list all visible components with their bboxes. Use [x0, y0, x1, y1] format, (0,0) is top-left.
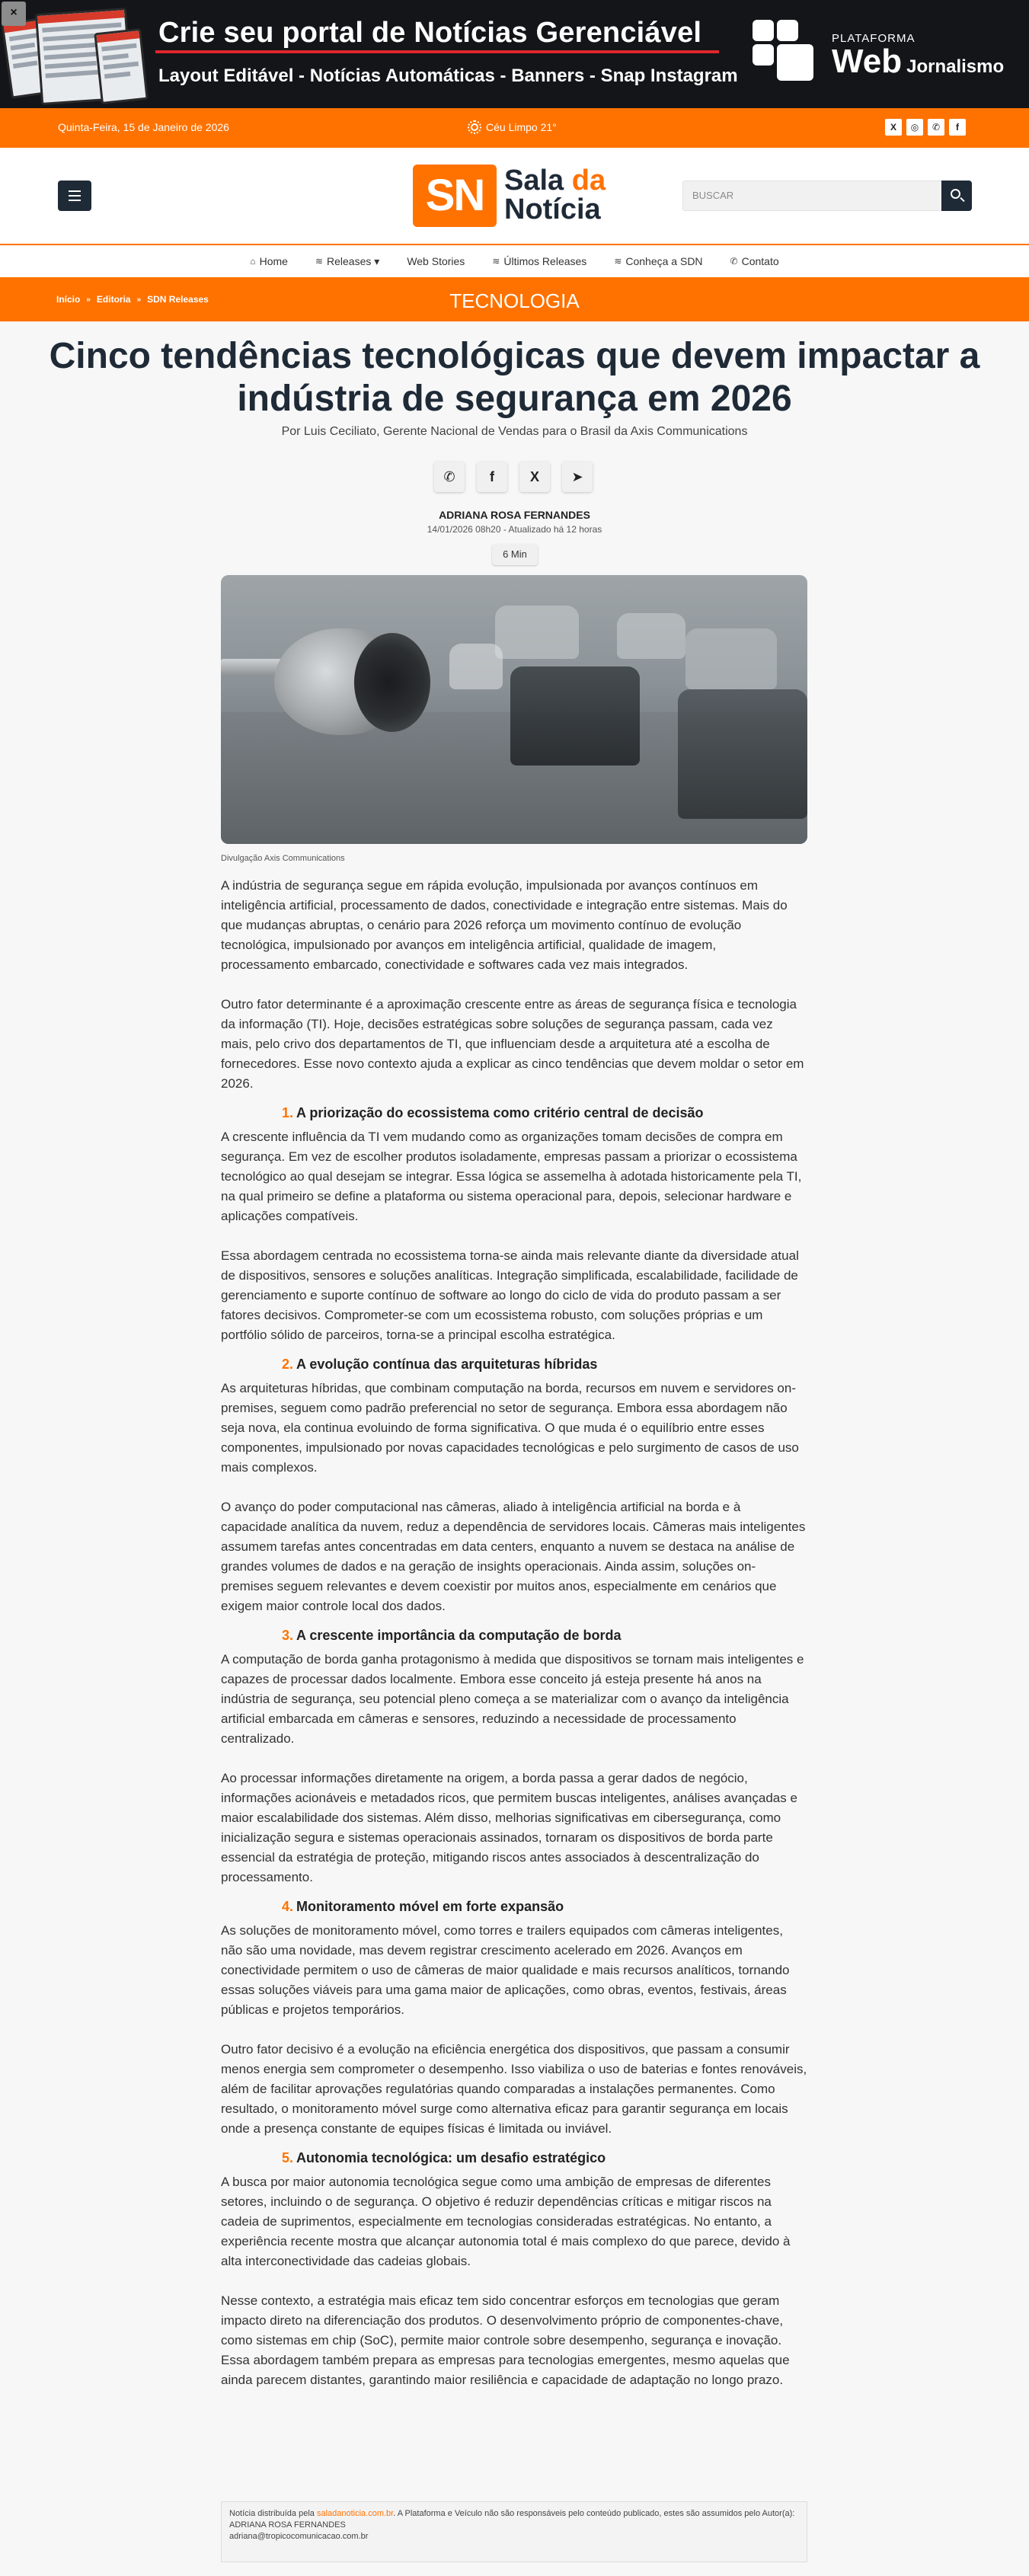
article-title: Cinco tendências tecnológicas que devem impactar a indústria de segurança em 2026	[49, 336, 980, 419]
nav-label: Releases ▾	[327, 254, 380, 267]
nav-label: Conheça a SDN	[625, 255, 703, 267]
paragraph: Ao processar informações diretamente na origem, a borda passa a gerar dados de negócio, informações acionáveis e metadados ricos, que permitem buscas inteligentes, análises avançadas e maior escalabilidade dos sistemas. Além disso, melhorias significativas em cibersegurança, como inicialização segura e sistemas operacionais assinados, tornaram os dispositivos de borda parte essencial da estratégia de proteção, mitigando riscos antes associados à descentralização do processamento.	[221, 1771, 797, 1884]
platform-label: PLATAFORMA	[832, 32, 916, 45]
section-heading	[221, 2148, 807, 2168]
section-number: 2.	[282, 1357, 294, 1372]
close-banner-button[interactable]: ×	[2, 2, 26, 26]
section-number: 1.	[282, 1105, 294, 1120]
section-heading-text: A crescente importância da computação de borda	[296, 1628, 622, 1643]
banner-title: Crie seu portal de Notícias Gerenciável	[158, 17, 702, 49]
photo-car	[678, 689, 807, 819]
distribution-notice	[221, 2501, 807, 2562]
rss-icon: ≋	[614, 256, 622, 267]
article-dateline: 14/01/2026 08h20 - Atualizado há 12 horas	[427, 524, 602, 535]
section-heading	[221, 1897, 807, 1916]
camera-lens	[354, 633, 430, 732]
paragraph: Outro fator determinante é a aproximação crescente entre as áreas de segurança física e tecnologia da informação (TI). Hoje, decisões estratégicas sobre soluções de segurança passam, cada vez mais, pelo crivo dos departamentos de TI, que influenciam desde a arquitetura até a escolha de fornecedores. Esse novo contexto ajuda a explicar as cinco tendências que devem moldar o setor em 2026.	[221, 997, 804, 1091]
top-ad-banner[interactable]	[0, 0, 1029, 108]
logo-mark: SN	[413, 165, 497, 227]
banner-divider	[155, 50, 719, 53]
article-author: ADRIANA ROSA FERNANDES	[439, 509, 590, 521]
breadcrumb-inicio[interactable]: Início	[56, 294, 81, 305]
brand-jornalismo: Jornalismo	[906, 56, 1005, 77]
article-body	[221, 876, 807, 2390]
paragraph: As soluções de monitoramento móvel, como torres e trailers equipados com câmeras inteligentes, não são uma novidade, mas devem registrar crescimento acelerado em 2026. Avanços em conectividade permitem o uso de câmeras de maior qualidade e mais recursos analíticos, tornando essas soluções viáveis para uma gama maior de aplicações, como obras, eventos, festivais, áreas públicas e projetos temporários.	[221, 1923, 790, 2017]
share-telegram-icon[interactable]: ➤	[562, 462, 593, 492]
platform-logo-icon	[753, 20, 826, 81]
search-button[interactable]	[941, 181, 972, 211]
logo-sala: Sala	[504, 165, 564, 197]
photo-car	[685, 628, 777, 689]
notice-author: ADRIANA ROSA FERNANDES	[229, 2520, 346, 2530]
whatsapp-icon[interactable]: ✆	[928, 119, 944, 136]
site-logo[interactable]	[413, 165, 618, 227]
photo-caption: Divulgação Axis Communications	[221, 854, 345, 863]
logo-da: da	[571, 165, 606, 197]
nav-label: Web Stories	[407, 255, 465, 267]
x-twitter-icon[interactable]: X	[885, 119, 902, 136]
section-heading	[221, 1103, 807, 1123]
section-number: 5.	[282, 2150, 294, 2165]
top-info-bar	[0, 108, 1029, 148]
notice-email[interactable]: adriana@tropicocomunicacao.com.br	[229, 2532, 369, 2541]
search-input[interactable]: BUSCAR	[682, 181, 943, 211]
notice-prefix: Notícia distribuída pela	[229, 2509, 317, 2518]
hamburger-menu-button[interactable]	[58, 181, 91, 211]
section-heading-text: Monitoramento móvel em forte expansão	[296, 1899, 564, 1914]
breadcrumb-editoria[interactable]: Editoria	[96, 294, 131, 305]
paragraph: A busca por maior autonomia tecnológica segue como uma ambição de empresas de diferentes setores, incluindo o de segurança. O objetivo é reduzir dependências críticas e mitigar riscos na cadeia de suprimentos, especialmente em tecnologias consideradas estratégicas. No entanto, a experiência recente mostra que alcançar autonomia total é mais complexo do que parece, devido à alta interconectividade das cadeias globais.	[221, 2175, 791, 2268]
section-number: 4.	[282, 1899, 294, 1914]
nav-home[interactable]	[250, 255, 288, 267]
article-photo	[221, 575, 807, 844]
site-header	[0, 148, 1029, 244]
logo-noticia: Notícia	[504, 193, 601, 225]
nav-conheca-sdn[interactable]	[614, 255, 702, 267]
paragraph: Essa abordagem centrada no ecossistema torna-se ainda mais relevante diante da diversidade atual de dispositivos, sensores e soluções analíticas. Integração simplificada, escalabilidade, facilidade de gerenciamento e suporte contínuo de software ao longo do ciclo de vida do produto passam a ser fatores decisivos. Comprometer-se com um ecossistema robusto, com soluções próprias e um portfólio sólido de parceiros, torna-se a principal escolha estratégica.	[221, 1248, 799, 1342]
photo-car	[449, 644, 503, 689]
breadcrumb-separator: »	[136, 295, 142, 304]
section-heading	[221, 1625, 807, 1645]
notice-suffix: . A Plataforma e Veículo não são responsáveis pelo conteúdo publicado, estes são assumidos pelo Autor(a):	[393, 2509, 795, 2518]
rss-icon: ≋	[315, 256, 324, 267]
section-heading-text: A evolução contínua das arquiteturas híbridas	[296, 1357, 598, 1372]
weather-widget	[468, 120, 557, 134]
main-nav	[0, 245, 1029, 277]
weather-text: Céu Limpo 21°	[486, 121, 557, 133]
instagram-icon[interactable]: ◎	[906, 119, 923, 136]
breadcrumb-sdn-releases[interactable]: SDN Releases	[147, 294, 209, 305]
nav-ultimos-releases[interactable]	[492, 255, 586, 267]
share-whatsapp-icon[interactable]: ✆	[434, 462, 465, 492]
nav-releases[interactable]	[315, 255, 379, 268]
section-bar	[0, 277, 1029, 321]
nav-label: Contato	[741, 255, 779, 267]
home-icon: ⌂	[250, 256, 256, 267]
article-subtitle: Por Luis Ceciliato, Gerente Nacional de Vendas para o Brasil da Axis Communications	[281, 425, 748, 438]
share-buttons	[434, 462, 596, 492]
nav-label: Home	[259, 255, 288, 267]
section-heading-text: A priorização do ecossistema como critério central de decisão	[296, 1105, 704, 1120]
read-time-badge: 6 Min	[492, 544, 538, 565]
search-icon	[951, 189, 960, 199]
photo-car	[617, 613, 685, 659]
banner-subtitle: Layout Editável - Notícias Automáticas - Banners - Snap Instagram	[158, 66, 738, 86]
facebook-icon[interactable]: f	[949, 119, 966, 136]
platform-brand	[832, 43, 1004, 81]
paragraph: A indústria de segurança segue em rápida evolução, impulsionada por avanços contínuos em inteligência artificial, processamento de dados, conectividade e integração entre sistemas. Mais do que mudanças abruptas, o cenário para 2026 reforça um movimento contínuo de evolução tecnológica, impulsionado por avanços em inteligência artificial, qualidade de imagem, processamento embarcado, conectividade e softwares cada vez mais integrados.	[221, 878, 788, 972]
current-date: Quinta-Feira, 15 de Janeiro de 2026	[58, 121, 229, 133]
nav-contato[interactable]	[730, 255, 779, 267]
paragraph: A crescente influência da TI vem mudando como as organizações tomam decisões de compra em segurança. Em vez de escolher produtos isoladamente, empresas passam a priorizar o ecossistema tecnológico ao qual desejam se integrar. Essa lógica se assemelha à adotada historicamente pela TI, na qual primeiro se define a plataforma ou sistema operacional para, depois, selecionar hardware e aplicações compatíveis.	[221, 1130, 802, 1223]
share-x-icon[interactable]: X	[519, 462, 550, 492]
section-number: 3.	[282, 1628, 294, 1643]
paragraph: Outro fator decisivo é a evolução na eficiência energética dos dispositivos, que passam a consumir menos energia sem comprometer o desempenho. Isso viabiliza o uso de baterias e fontes renováveis, além de facilitar aprovações regulatórias quando comparadas a instalações permanentes. Como resultado, o monitoramento móvel surge como alternativa eficaz para garantir segurança em locais onde a presença constante de equipes físicas é limitada ou inviável.	[221, 2042, 807, 2136]
share-facebook-icon[interactable]: f	[477, 462, 507, 492]
photo-car	[495, 606, 579, 659]
sun-icon	[468, 120, 481, 134]
brand-web: Web	[832, 43, 903, 80]
paragraph: A computação de borda ganha protagonismo à medida que dispositivos se tornam mais inteligentes e capazes de processar dados localmente. Embora esse conceito já esteja presente há anos na indústria de segurança, seu potencial pleno começa a se materializar com o avanço da inteligência artificial embarcada em câmeras e sensores, reduzindo a necessidade de processamento centralizado.	[221, 1652, 804, 1746]
nav-web-stories[interactable]	[407, 255, 465, 267]
breadcrumb-separator: »	[86, 295, 91, 304]
nav-label: Últimos Releases	[503, 255, 587, 267]
notice-link[interactable]: saladanoticia.com.br	[316, 2509, 394, 2518]
paragraph: O avanço do poder computacional nas câmeras, aliado à inteligência artificial na borda e à capacidade analítica da nuvem, reduz a dependência de servidores locais. Câmeras mais inteligentes assumem tarefas antes concentradas em data centers, enquanto a nuvem se destaca na análise de grandes volumes de dados e na geração de insights operacionais. Ainda assim, soluções on-premises seguem relevantes e devem coexistir por muitos anos, especialmente em cenários que exigem maior controle local dos dados.	[221, 1500, 806, 1613]
section-title: TECNOLOGIA	[449, 289, 580, 312]
paragraph: As arquiteturas híbridas, que combinam computação na borda, recursos em nuvem e servidores on-premises, seguem como padrão preferencial no setor de segurança. Embora essa abordagem não seja nova, ela continua evoluindo de forma significativa. O que muda é o equilíbrio entre esses componentes, impulsionado por novas capacidades tecnológicas e pelo surgimento de casos de uso mais complexos.	[221, 1381, 799, 1475]
photo-car	[510, 666, 640, 765]
phone-icon: ✆	[730, 256, 738, 267]
rss-icon: ≋	[492, 256, 500, 267]
social-links	[885, 119, 966, 136]
logo-wordmark	[504, 166, 606, 224]
breadcrumb	[56, 294, 209, 305]
paragraph: Nesse contexto, a estratégia mais eficaz tem sido concentrar esforços em tecnologias que geram impacto direto na diferenciação dos produtos. O desenvolvimento próprio de componentes-chave, como sistemas em chip (SoC), permite maior controle sobre desempenho, segurança e inovação. Essa abordagem também prepara as empresas para tecnologias emergentes, mesmo aquelas que ainda parecem distantes, garantindo maior resiliência e capacidade de adaptação no longo prazo.	[221, 2293, 790, 2387]
section-heading	[221, 1354, 807, 1374]
section-heading-text: Autonomia tecnológica: um desafio estratégico	[296, 2150, 606, 2165]
